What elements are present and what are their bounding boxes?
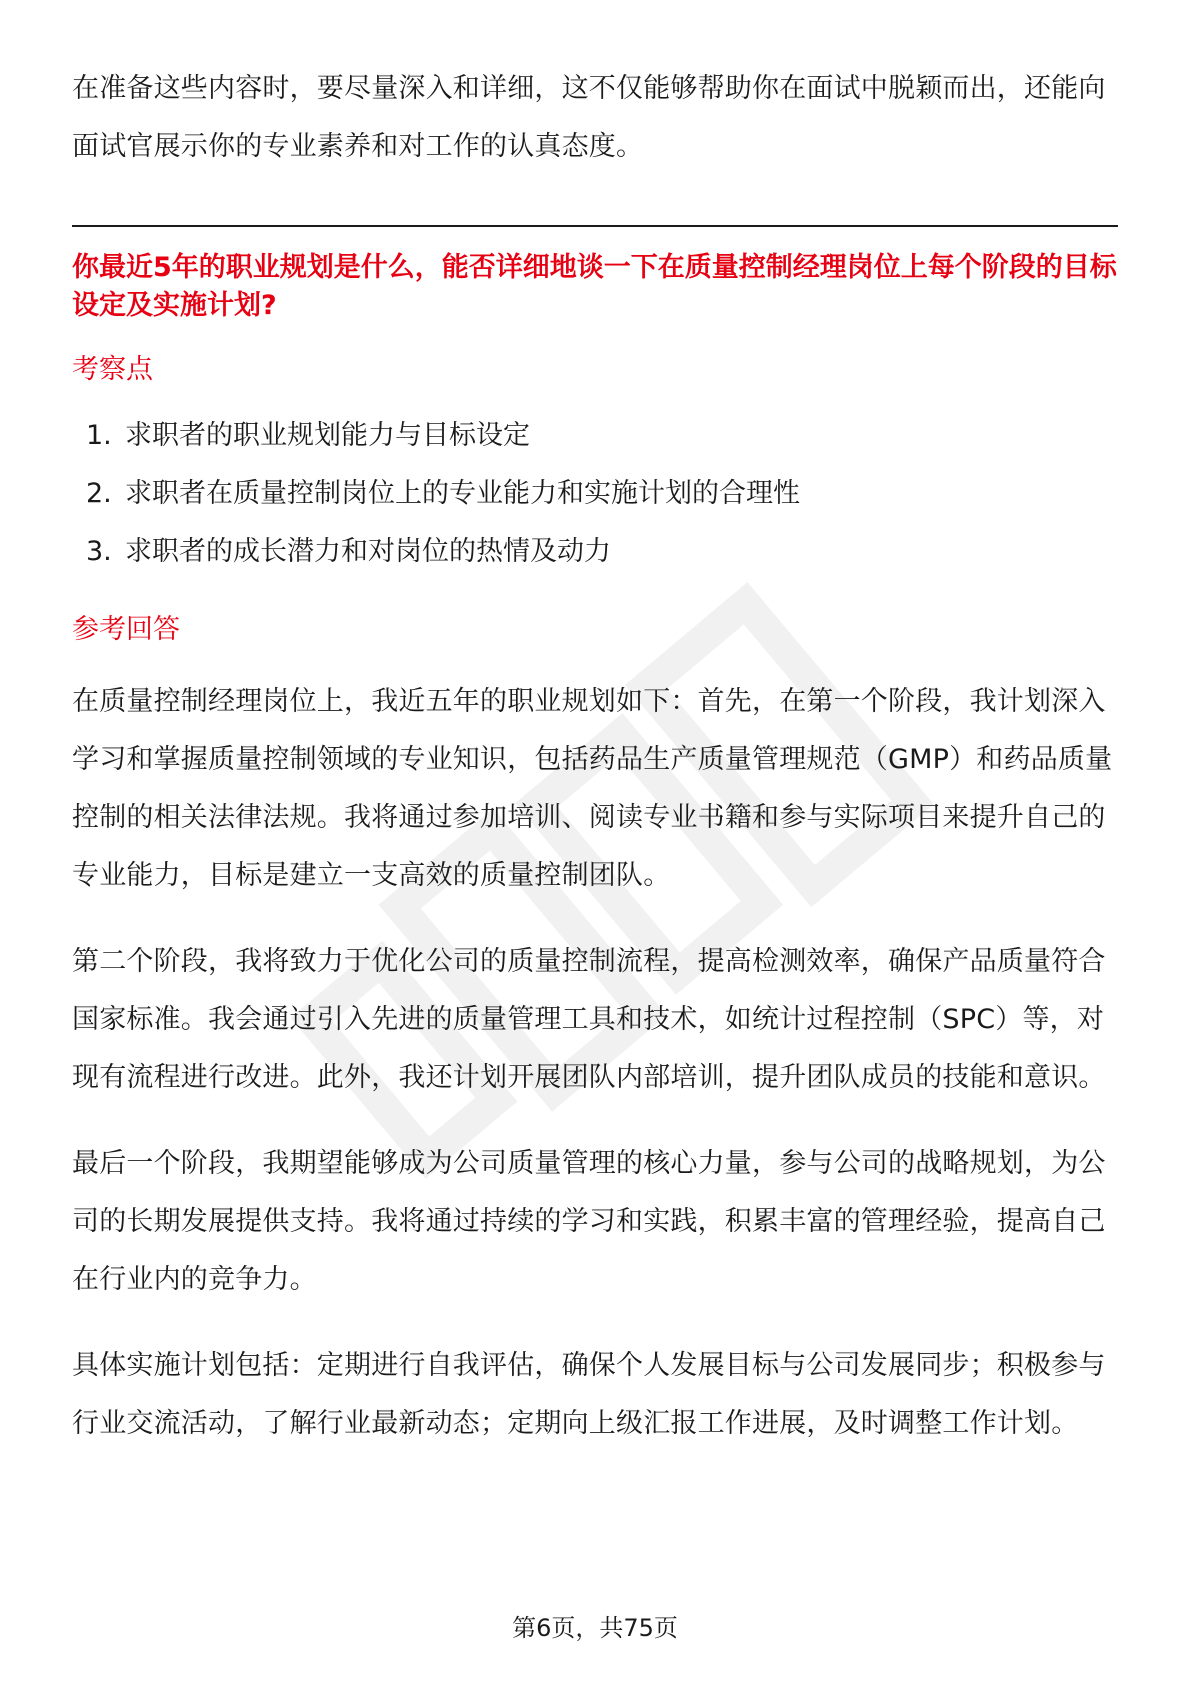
answer-paragraph: 在质量控制经理岗位上，我近五年的职业规划如下：首先，在第一个阶段，我计划深入学习和掌握质量控制领域的专业知识，包括药品生产质量管理规范（GMP）和药品质量控制的相关法律法规。我将通过参加培训、阅读专业书籍和参与实际项目来提升自己的专业能力，目标是建立一支高效的质量控制团队。 — [72, 686, 1113, 891]
focus-section-title: 考察点 — [72, 354, 153, 385]
list-item — [72, 407, 1118, 465]
section-divider — [72, 225, 1118, 227]
question-heading: 你最近5年的职业规划是什么，能否详细地谈一下在质量控制经理岗位上每个阶段的目标设定及实施计划? — [72, 252, 1117, 321]
page-content — [72, 60, 1118, 1481]
list-item-text: 求职者的职业规划能力与目标设定 — [125, 420, 530, 451]
intro-paragraph: 在准备这些内容时，要尽量深入和详细，这不仅能够帮助你在面试中脱颖而出，还能向面试官展示你的专业素养和对工作的认真态度。 — [72, 73, 1106, 162]
focus-points-list — [72, 407, 1118, 581]
answer-paragraph: 最后一个阶段，我期望能够成为公司质量管理的核心力量，参与公司的战略规划，为公司的长期发展提供支持。我将通过持续的学习和实践，积累丰富的管理经验，提高自己在行业内的竞争力。 — [72, 1148, 1106, 1295]
answer-paragraph: 具体实施计划包括：定期进行自我评估，确保个人发展目标与公司发展同步；积极参与行业交流活动，了解行业最新动态；定期向上级汇报工作进展，及时调整工作计划。 — [72, 1350, 1106, 1439]
answer-body — [72, 673, 1118, 1453]
list-item-number: 3. — [86, 536, 112, 567]
list-item — [72, 465, 1118, 523]
list-item-number: 2. — [86, 478, 112, 509]
list-item-text: 求职者在质量控制岗位上的专业能力和实施计划的合理性 — [125, 478, 800, 509]
list-item — [72, 523, 1118, 581]
answer-paragraph: 第二个阶段，我将致力于优化公司的质量控制流程，提高检测效率，确保产品质量符合国家标准。我会通过引入先进的质量管理工具和技术，如统计过程控制（SPC）等，对现有流程进行改进。此外，我还计划开展团队内部培训，提升团队成员的技能和意识。 — [72, 946, 1106, 1093]
page-footer: 第6页，共75页 — [512, 1614, 678, 1642]
answer-section-title: 参考回答 — [72, 614, 180, 645]
list-item-text: 求职者的成长潜力和对岗位的热情及动力 — [125, 536, 611, 567]
list-item-number: 1. — [86, 420, 112, 451]
